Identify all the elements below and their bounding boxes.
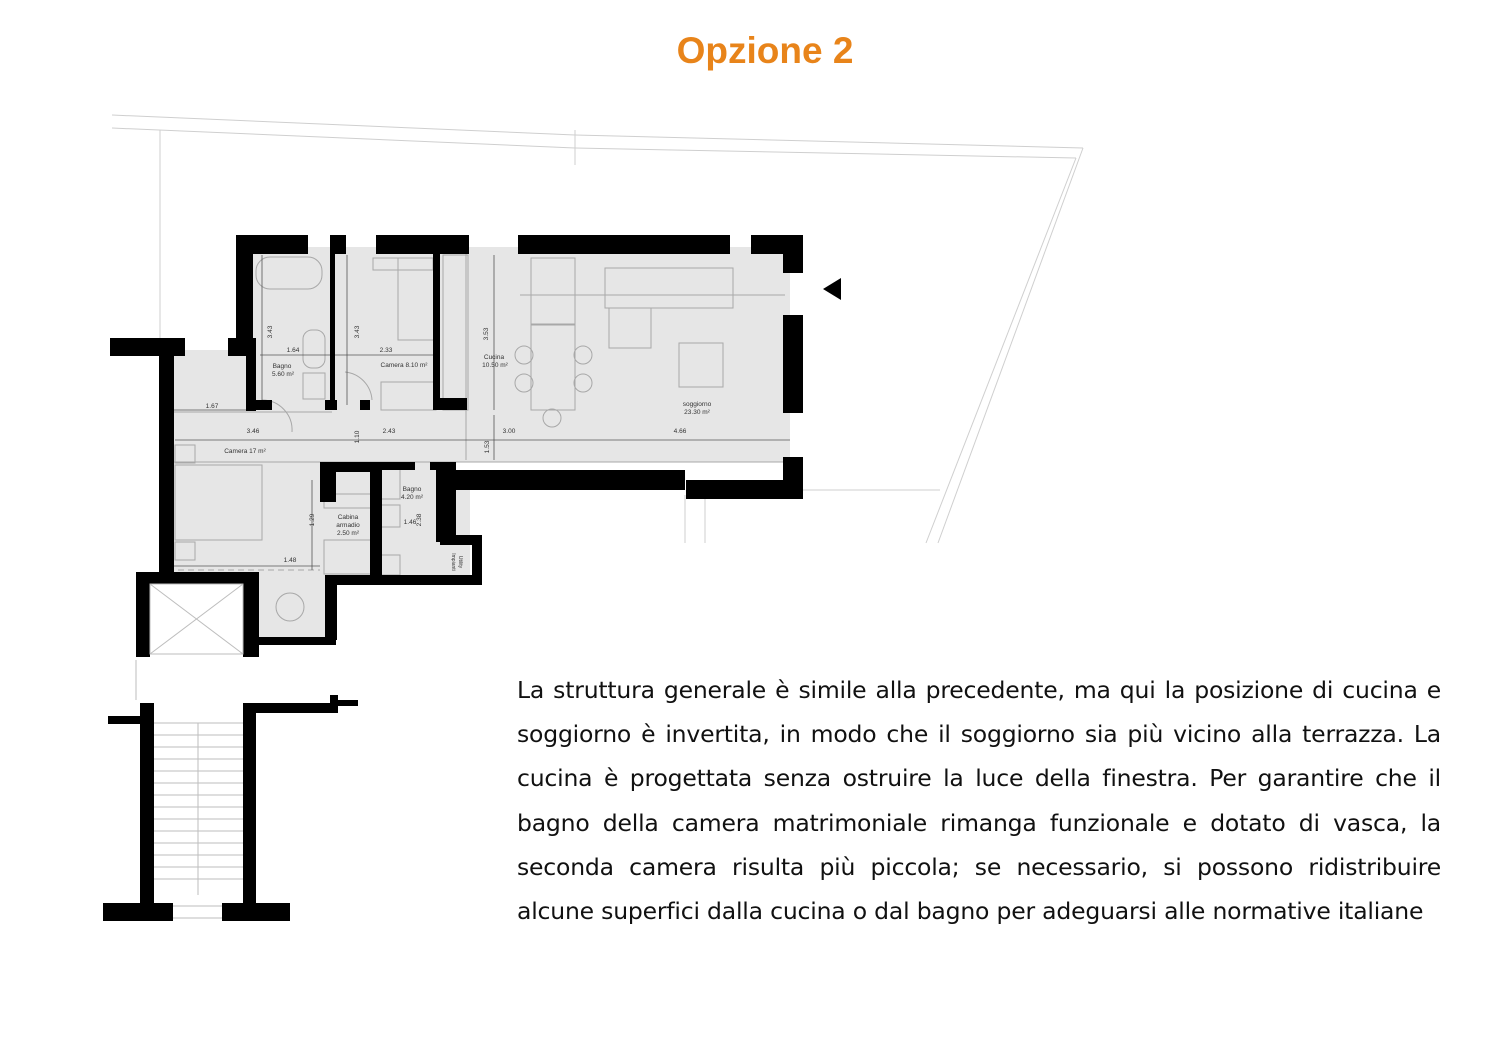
dim-164: 1.64	[286, 347, 300, 354]
dim-110: 1.10	[354, 430, 361, 444]
room-cabina-name2: armadio	[336, 522, 360, 529]
room-cabina-name1: Cabina	[337, 514, 359, 521]
room-utility1: Impianti	[450, 553, 456, 571]
dim-243: 2.43	[382, 428, 396, 435]
room-bagno2-name: Bagno	[402, 486, 422, 493]
dim-146: 1.46	[403, 519, 417, 526]
room-camera1: Camera 17 m²	[224, 448, 266, 455]
dim-353: 3.53	[483, 327, 490, 341]
room-cucina-area: 10.50 m²	[482, 362, 508, 369]
dim-233: 2.33	[379, 347, 393, 354]
entrance-arrow-icon	[823, 278, 841, 300]
room-utility2: Utility	[457, 555, 463, 569]
dim-343b: 3.43	[354, 325, 361, 339]
page-title: Opzione 2	[676, 30, 854, 71]
room-camera2: Camera 8.10 m²	[380, 362, 428, 369]
room-cucina-name: Cucina	[483, 354, 505, 361]
dim-129: 1.29	[309, 513, 316, 527]
dim-148: 1.48	[283, 557, 297, 564]
dim-167: 1.67	[205, 403, 219, 410]
room-soggiorno-name: soggiorno	[682, 401, 712, 408]
room-bagno1-name: Bagno	[272, 363, 292, 370]
dim-466: 4.66	[673, 428, 687, 435]
dim-153: 1.53	[484, 440, 491, 454]
description-text: La struttura generale è simile alla precedente, ma qui la posizione di cucina e soggiorno è invertita, in modo che il soggiorno sia più vicino alla terrazza. La cucina è progettata senza ostruire la luce della finestra. Per garantire che il bagno della camera matrimoniale rimanga funzionale e dotato di vasca, la seconda camera risulta più piccola; se necessario, si possono ridistribuire alcune superfici dalla cucina o dal bagno per adeguarsi alle normative italiane	[517, 676, 1441, 926]
dim-300: 3.00	[502, 428, 516, 435]
room-bagno2-area: 4.20 m²	[400, 494, 424, 501]
room-soggiorno-area: 23.30 m²	[684, 409, 710, 416]
dim-346: 3.46	[246, 428, 260, 435]
dim-238: 2.38	[416, 513, 423, 527]
dim-343a: 3.43	[267, 325, 274, 339]
room-bagno1-area: 5.60 m²	[271, 371, 295, 378]
room-cabina-area: 2.50 m²	[336, 530, 360, 537]
